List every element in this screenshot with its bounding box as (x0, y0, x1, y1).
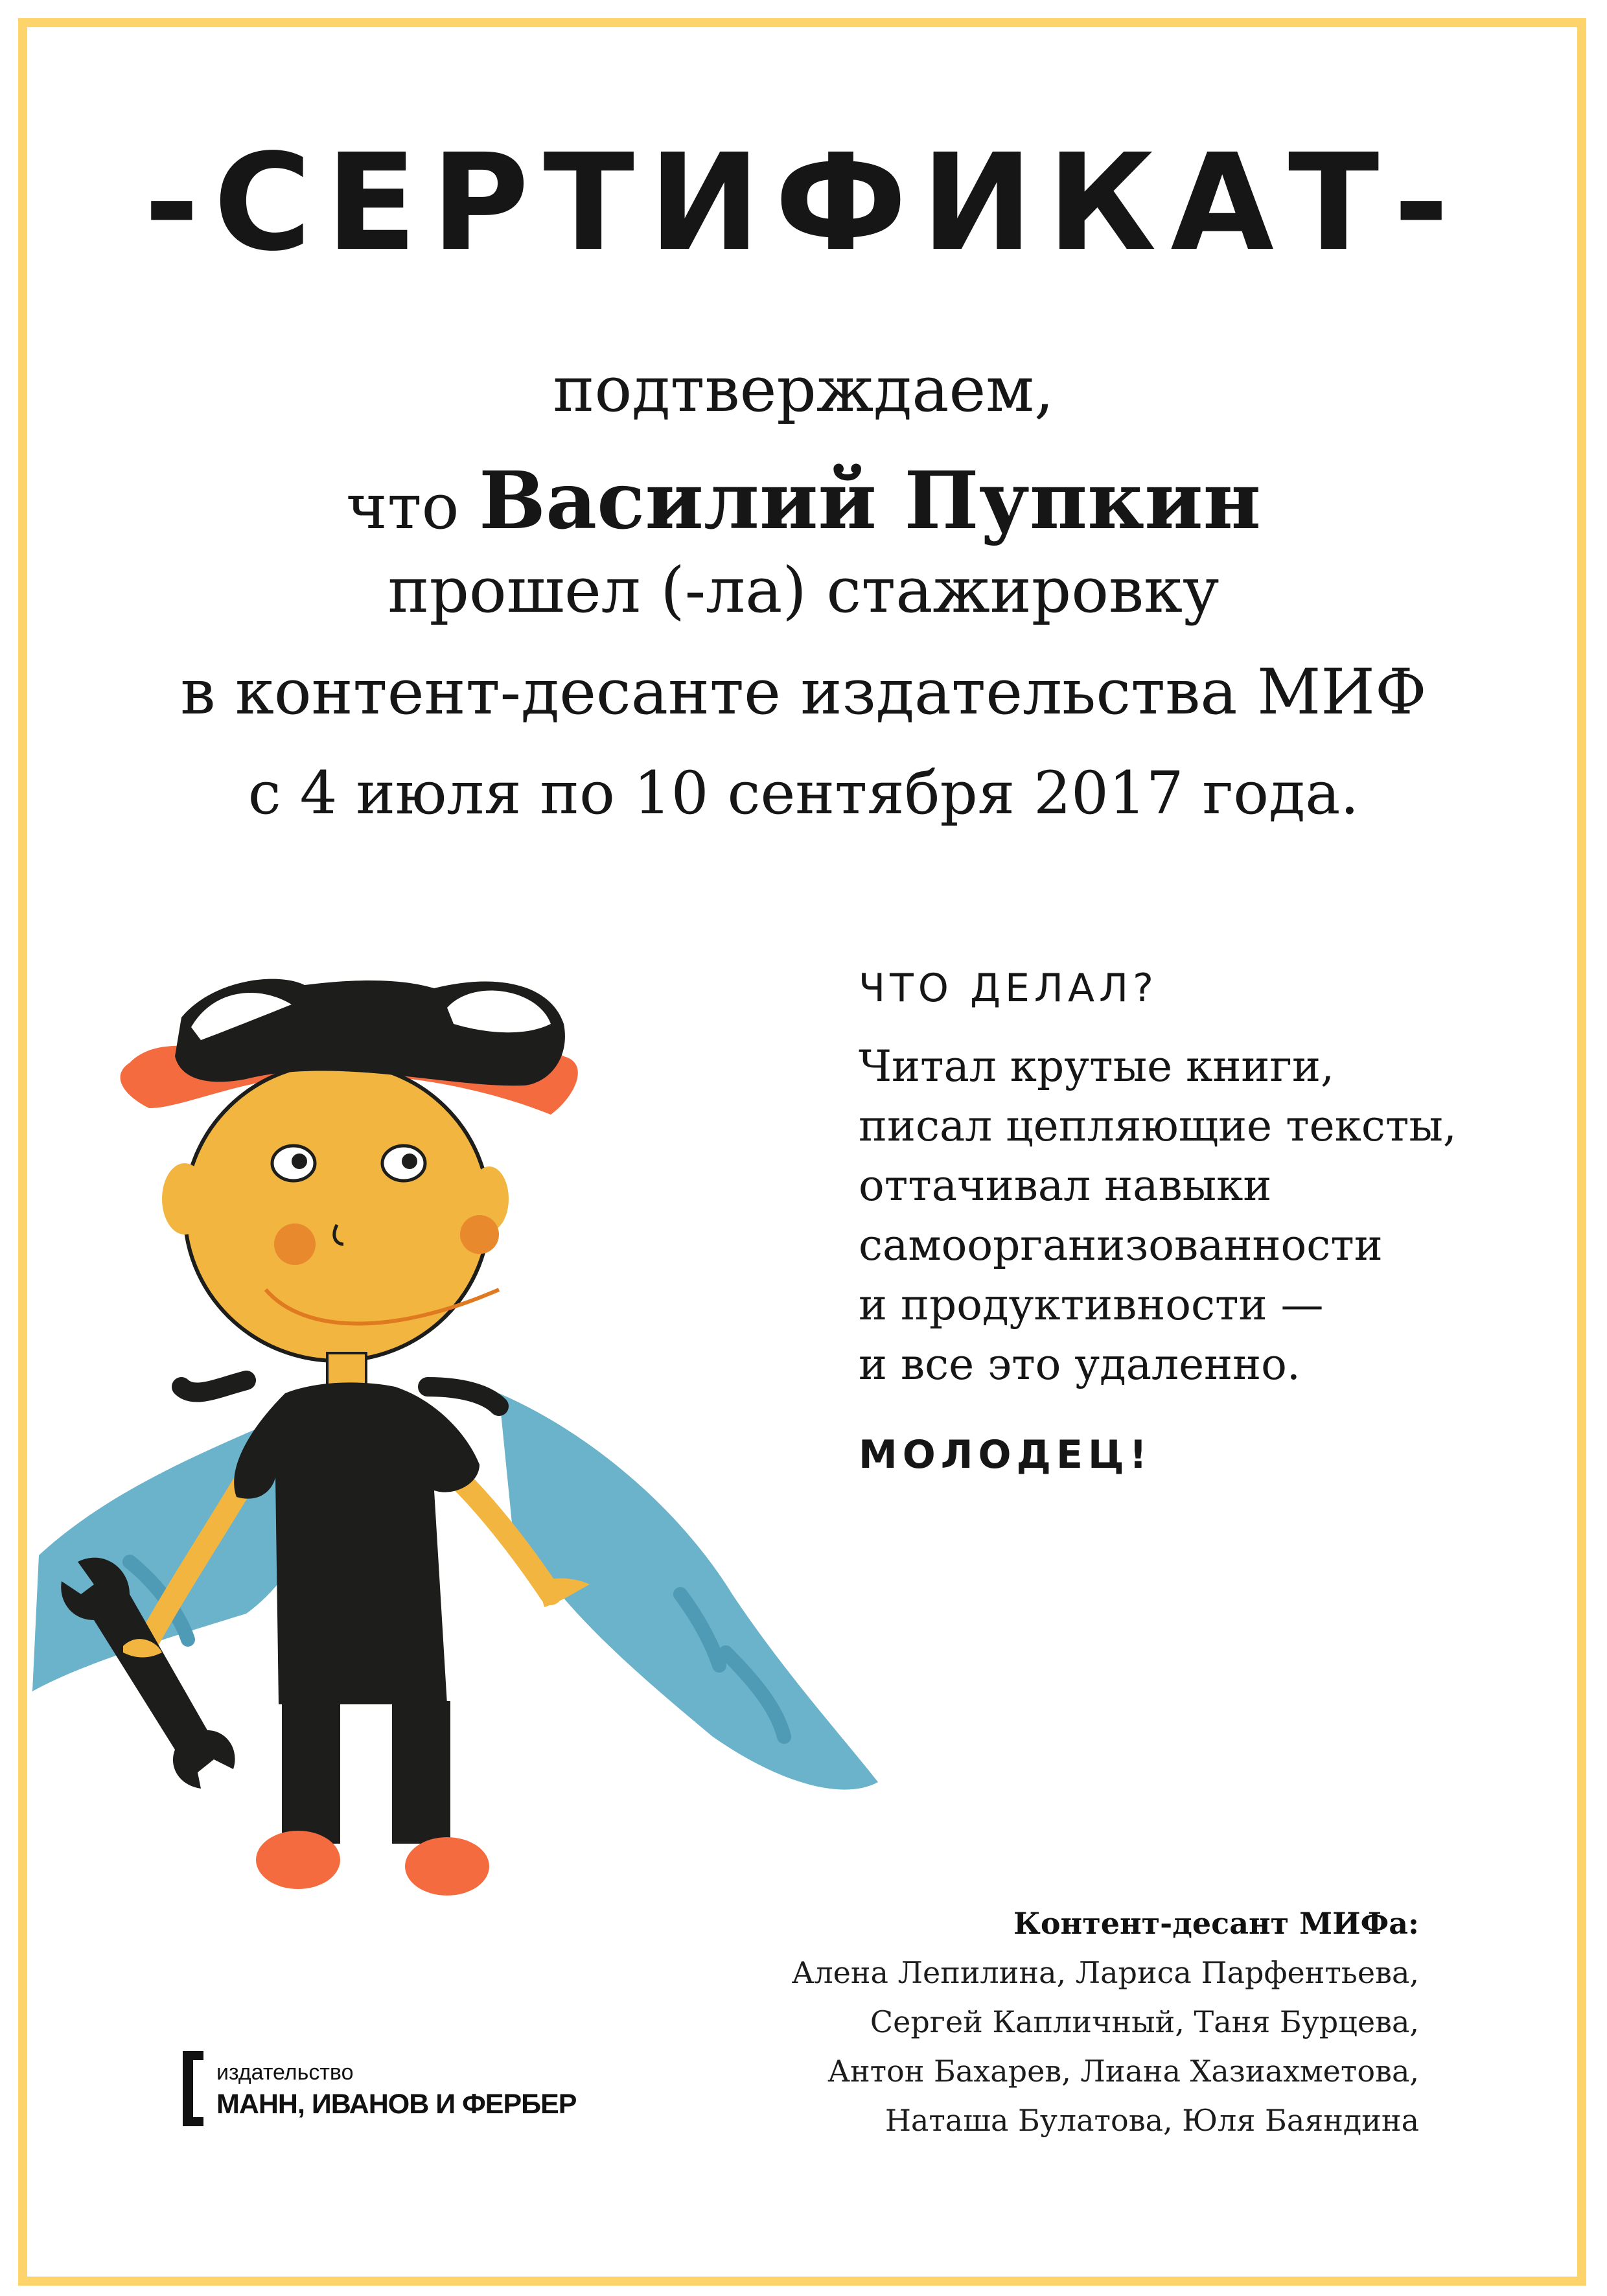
left-shoe (256, 1831, 340, 1889)
activity-heading: ЧТО ДЕЛАЛ? (859, 966, 1158, 1011)
activity-line: самоорганизованности (859, 1220, 1383, 1270)
recipient-prefix: что (346, 470, 459, 543)
logo-subtitle: издательство (216, 2060, 354, 2085)
team-line: Сергей Капличный, Таня Бурцева, (870, 2004, 1419, 2039)
activity-list (859, 1037, 1457, 1395)
publisher-line: в контент-десанте издательства МИФ (180, 656, 1427, 728)
certificate-title: -СЕРТИФИКАТ- (144, 125, 1463, 281)
recipient-line (0, 454, 1607, 547)
activity-line: Читал крутые книги, (859, 1041, 1334, 1091)
activity-line: и продуктивности — (859, 1280, 1324, 1330)
bracket-icon (183, 2051, 193, 2126)
team-line: Антон Бахарев, Лиана Хазиахметова, (827, 2054, 1419, 2089)
team-line: Наташа Булатова, Юля Баяндина (884, 2103, 1419, 2138)
confirm-line: подтверждаем, (553, 353, 1054, 426)
team-credits (792, 1899, 1419, 2145)
recipient-name: Василий Пупкин (478, 454, 1261, 547)
publisher-logo (183, 2051, 584, 2129)
left-ear (162, 1163, 207, 1235)
team-title: Контент-десант МИФа: (1013, 1906, 1419, 1941)
logo-name: МАНН, ИВАНОВ И ФЕРБЕР (216, 2089, 577, 2120)
head (185, 1063, 489, 1361)
team-line: Алена Лепилина, Лариса Парфентьева, (791, 1955, 1419, 1990)
activity-line: и все это удаленно. (859, 1339, 1301, 1389)
activity-line: писал цепляющие тексты, (859, 1101, 1457, 1151)
winged-child-illustration (32, 940, 907, 1951)
right-shoe (405, 1837, 489, 1896)
activity-line: оттачивал навыки (859, 1161, 1272, 1211)
internship-line: прошел (-ла) стажировку (387, 554, 1220, 627)
praise-text: МОЛОДЕЦ! (859, 1432, 1153, 1478)
date-range-line: с 4 июля по 10 сентября 2017 года. (248, 760, 1359, 828)
